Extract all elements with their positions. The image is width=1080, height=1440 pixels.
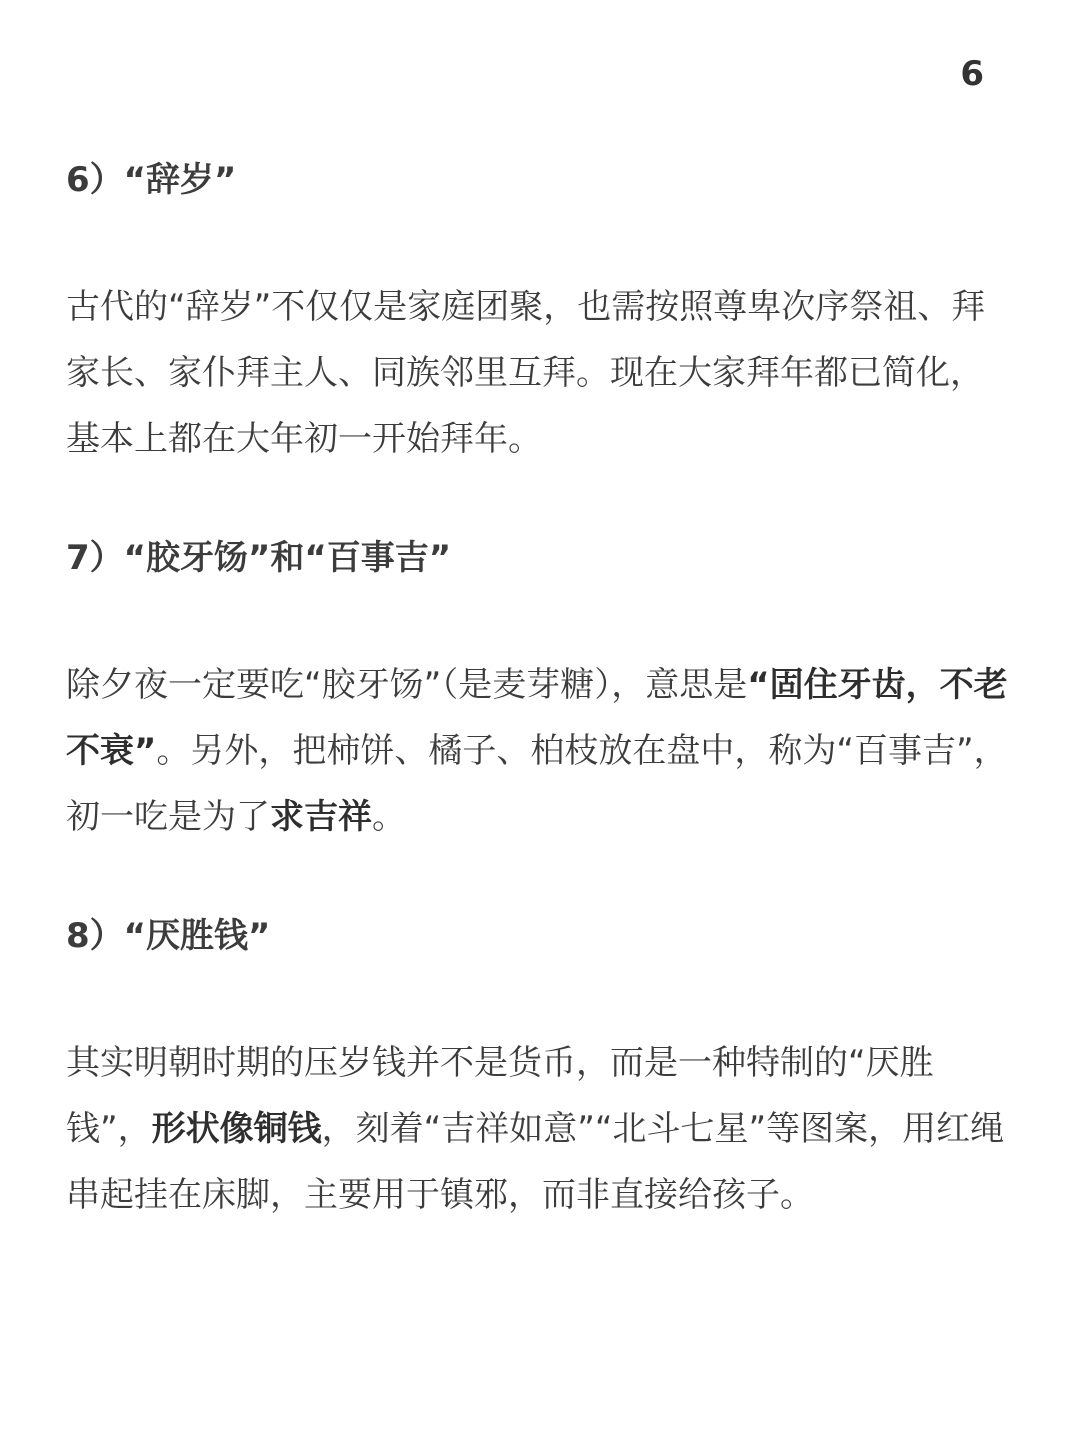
section-6 bbox=[66, 150, 1014, 472]
paragraph-text: ，刻着“吉祥如意”“北斗七星”等图案，用红绳串起挂在床脚，主要用于镇邪，而非直接给孩子。 bbox=[66, 1109, 1005, 1215]
paragraph-text: 。另外，把柿饼、橘子、柏枝放在盘中，称为“百事吉”，初一吃是为了 bbox=[66, 731, 1008, 837]
emphasis-text: 形状像铜钱 bbox=[151, 1109, 322, 1149]
paragraph-text: 古代的“辞岁”不仅仅是家庭团聚，也需按照尊卑次序祭祖、拜家长、家仆拜主人、同族邻里互拜。现在大家拜年都已简化，基本上都在大年初一开始拜年。 bbox=[66, 287, 986, 459]
section-8 bbox=[66, 906, 1014, 1228]
section-paragraph bbox=[66, 1030, 1014, 1228]
section-heading: 7）“胶牙饧”和“百事吉” bbox=[66, 538, 452, 578]
paragraph-text: 其实明朝时期的压岁钱并不是货币，而是一种特制的“厌胜钱”， bbox=[66, 1043, 934, 1149]
section-paragraph bbox=[66, 652, 1014, 850]
emphasis-text: 求吉祥 bbox=[270, 797, 372, 837]
article-body bbox=[66, 150, 1014, 1228]
section-heading: 6）“辞岁” bbox=[66, 160, 237, 200]
page-number: 6 bbox=[960, 54, 984, 94]
section-7 bbox=[66, 528, 1014, 850]
section-heading: 8）“厌胜钱” bbox=[66, 916, 271, 956]
section-paragraph bbox=[66, 274, 1014, 472]
paragraph-text: 除夕夜一定要吃“胶牙饧”（是麦芽糖），意思是 bbox=[66, 665, 748, 705]
paragraph-text: 。 bbox=[372, 797, 406, 837]
emphasis-text: “固住牙齿，不老不衰” bbox=[66, 665, 1008, 771]
